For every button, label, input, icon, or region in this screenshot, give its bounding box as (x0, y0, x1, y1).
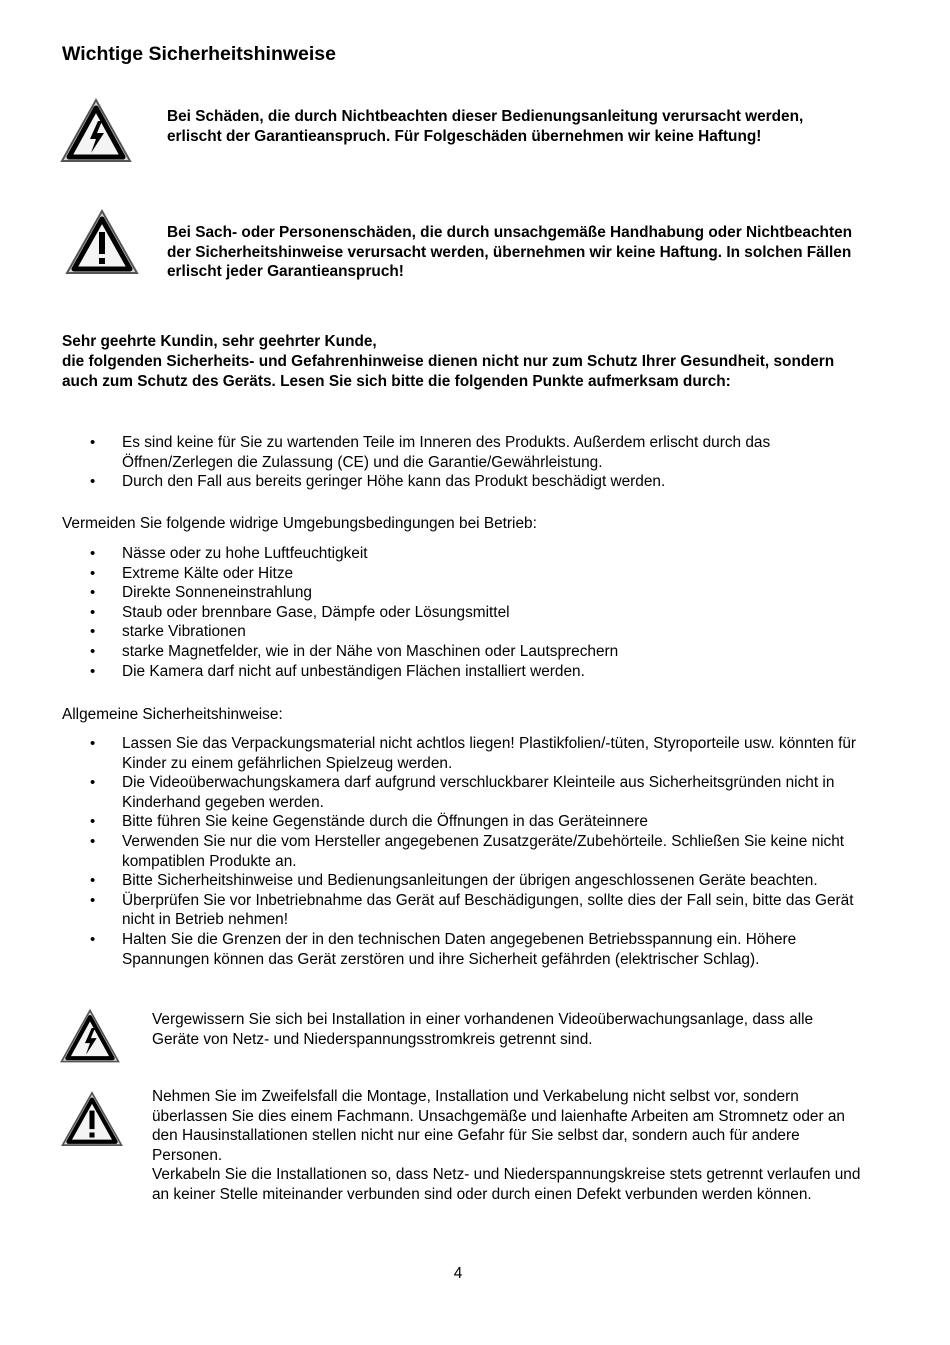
list-item: • Lassen Sie das Verpackungsmaterial nicht achtlos liegen! Plastikfolien/-tüten, Styroporteile usw. könnten für Kinder zu einem gefährlichen Spielzeug werden. (90, 734, 860, 773)
list-item: • Die Videoüberwachungskamera darf aufgrund verschluckbarer Kleinteile aus Sicherheitsgründen nicht in Kinderhand gegeben werden. (90, 773, 860, 812)
list-item: • starke Vibrationen (90, 622, 860, 642)
intro-greeting: Sehr geehrte Kundin, sehr geehrter Kunde, (62, 333, 377, 350)
list-item: • Die Kamera darf nicht auf unbeständigen Flächen installiert werden. (90, 662, 860, 682)
bullet-list-environment (90, 544, 860, 681)
list-item: • Staub oder brennbare Gase, Dämpfe oder Lösungsmittel (90, 603, 860, 623)
list-item: • Verwenden Sie nur die vom Hersteller angegebenen Zusatzgeräte/Zubehörteile. Schließen Sie keine nicht kompatiblen Produkte an. (90, 832, 860, 871)
list-item: • starke Magnetfelder, wie in der Nähe von Maschinen oder Lautsprechern (90, 642, 860, 662)
warning-text-2: Bei Sach- oder Personenschäden, die durch unsachgemäße Handhabung oder Nichtbeachten der Sicherheitshinweise verursacht werden, übernehmen wir keine Haftung. In solchen Fällen erlischt jeder Garantieanspruch! (167, 224, 853, 281)
warning-text-4-paragraph-1: Nehmen Sie im Zweifelsfall die Montage, Installation und Verkabelung nicht selbst vor, sondern überlassen Sie dies einem Fachmann. Unsachgemäße und laienhafte Arbeiten am Stromnetz oder an den Hausinstallationen stellen nicht nur eine Gefahr für Sie selbst dar, sondern auch für andere Personen. (152, 1088, 845, 1164)
list-item: • Nässe oder zu hohe Luftfeuchtigkeit (90, 544, 860, 564)
warning-text-4-paragraph-2: Verkabeln Sie die Installationen so, dass Netz- und Niederspannungskreise stets getrennt verlaufen und an keiner Stelle miteinander verbunden sind oder durch einen Defekt verbunden werden können. (152, 1166, 861, 1203)
section-heading-environment: Vermeiden Sie folgende widrige Umgebungsbedingungen bei Betrieb: (62, 515, 537, 532)
bullet-list-general-info (90, 433, 860, 492)
warning-text-3: Vergewissern Sie sich bei Installation in einer vorhandenen Videoüberwachungsanlage, dass alle Geräte von Netz- und Niederspannungsstromkreis getrennt sind. (152, 1011, 814, 1048)
section-heading-general: Allgemeine Sicherheitshinweise: (62, 706, 283, 723)
page-number: 4 (453, 1265, 463, 1282)
intro-body: die folgenden Sicherheits- und Gefahrenhinweise dienen nicht nur zum Schutz Ihrer Gesundheit, sondern auch zum Schutz des Geräts. Lesen Sie sich bitte die folgenden Punkte aufmerksam durch: (62, 353, 835, 390)
list-item: • Es sind keine für Sie zu wartenden Teile im Inneren des Produkts. Außerdem erlischt durch das Öffnen/Zerlegen die Zulassung (CE) und die Garantie/Gewährleistung. (90, 433, 860, 472)
list-item: • Bitte Sicherheitshinweise und Bedienungsanleitungen der übrigen angeschlossenen Geräte beachten. (90, 871, 860, 891)
warning-text-1: Bei Schäden, die durch Nichtbeachten dieser Bedienungsanleitung verursacht werden, erlischt der Garantieanspruch. Für Folgeschäden übernehmen wir keine Haftung! (167, 108, 804, 145)
warning-text-4 (152, 1087, 862, 1205)
electric-hazard-icon (59, 97, 133, 164)
exclamation-warning-icon (64, 208, 140, 276)
list-item: • Extreme Kälte oder Hitze (90, 564, 860, 584)
bullet-list-general-safety (90, 734, 860, 969)
list-item: • Durch den Fall aus bereits geringer Höhe kann das Produkt beschädigt werden. (90, 472, 860, 492)
list-item: • Halten Sie die Grenzen der in den technischen Daten angegebenen Betriebsspannung ein. Höhere Spannungen können das Gerät zerstören und ihre Sicherheit gefährden (elektrischer Schlag). (90, 930, 860, 969)
exclamation-warning-icon (60, 1090, 124, 1148)
page-title: Wichtige Sicherheitshinweise (62, 43, 336, 65)
list-item: • Bitte führen Sie keine Gegenstände durch die Öffnungen in das Geräteinnere (90, 812, 860, 832)
list-item: • Direkte Sonneneinstrahlung (90, 583, 860, 603)
list-item: • Überprüfen Sie vor Inbetriebnahme das Gerät auf Beschädigungen, sollte dies der Fall sein, bitte das Gerät nicht in Betrieb nehmen! (90, 891, 860, 930)
electric-hazard-icon (59, 1007, 121, 1065)
